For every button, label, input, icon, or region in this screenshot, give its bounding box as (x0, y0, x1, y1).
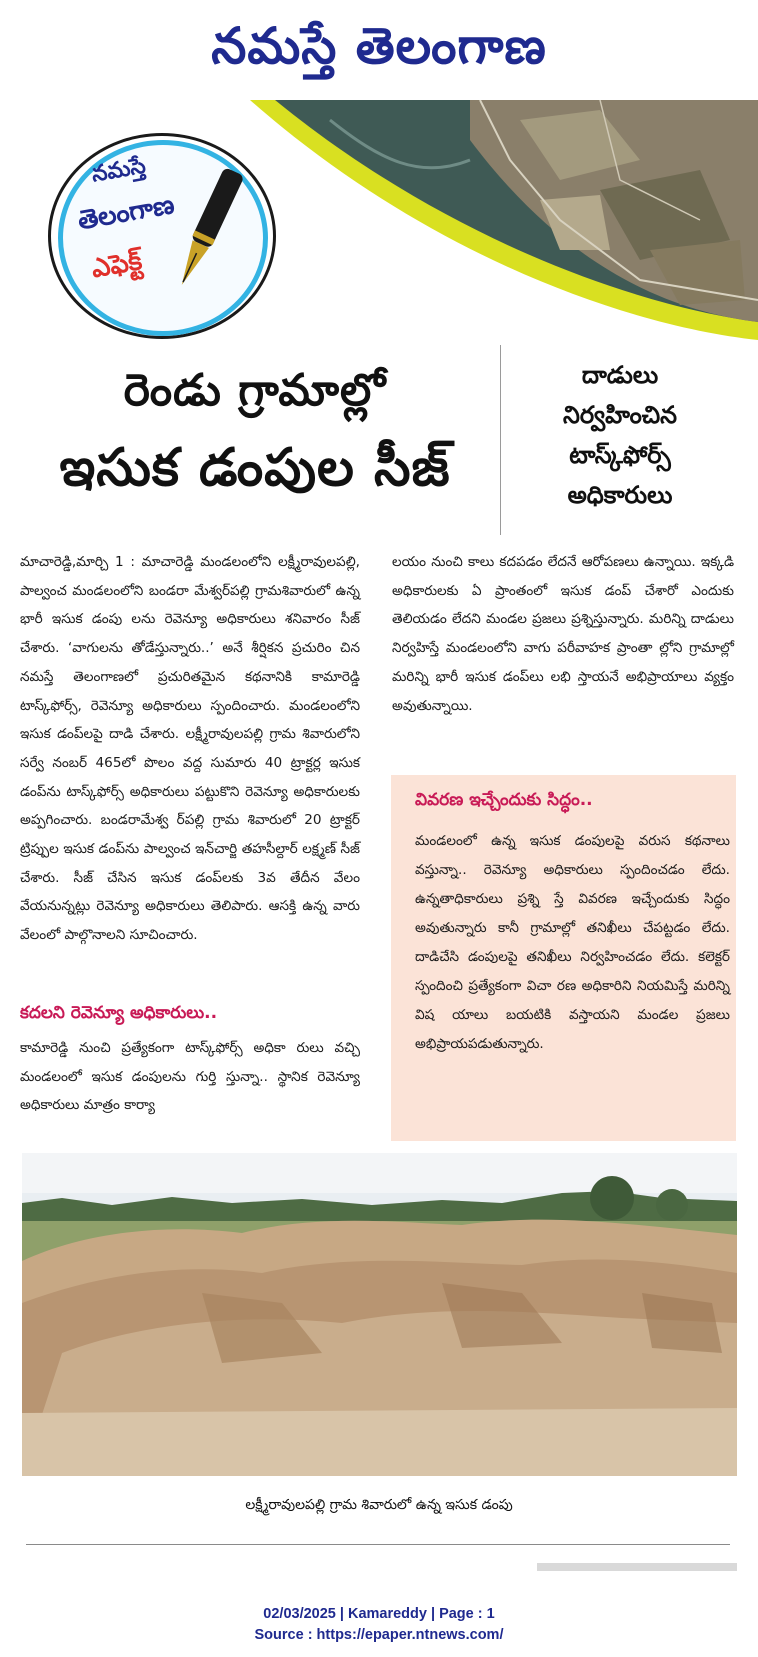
side-heading-line: నిర్వహించిన (563, 401, 677, 429)
logo-text-namaste: నమస్తే (89, 153, 148, 188)
fountain-pen-icon (160, 165, 250, 309)
subheading: కదలని రెవెన్యూ అధికారులు.. (20, 1003, 218, 1023)
photo-caption: లక్ష్మీరావులపల్లి గ్రామ శివారులో ఉన్న ఇసుక డంపు (245, 1497, 513, 1513)
footer-grey-bar (537, 1563, 737, 1571)
article-body-left: మాచారెడ్డి,మార్చి 1 : మాచారెడ్డి మండలంలోని లక్ష్మీరావులపల్లి, పాల్వంచ మండలంలోని బండరా మేశ్వర్‌పల్లి గ్రామశివారులో ఉన్న భారీ ఇసుక డంపు లను రెవెన్యూ అధికారులు శనివారం సీజ్‌ చేశారు. ‘వాగులను తోడేస్తున్నారు..’ అనే శీర్షికన ప్రచురిం చిన నమస్తే తెలంగాణలో ప్రచురితమైన కథనానికి కామారెడ్డి టాస్క్‌ఫోర్స్‌, రెవెన్యూ అధికారులు స్పందించారు. మండలంలోని ఇసుక డంప్‌లపై దాడి చేశారు. లక్ష్మీరావులపల్లి గ్రామ శివారులోని సర్వే నంబర్‌ 465లో పొలం వద్ద సుమారు 40 ట్రాక్టర్ల ఇసుక డంప్‌ను టాస్క్‌ఫోర్స్‌ అధికారులు పట్టుకొని రెవెన్యూ అధికారులకు అప్పగించారు. బండరామేశ్వ ర్‌పల్లి గ్రామ శివారులో 20 ట్రాక్టర్‌ ట్రిప్పుల ఇసుక డంప్‌ను పాల్వంచ ఇన్‌చార్జి తహసీల్దార్‌ లక్ష్మణ్‌ సీజ్‌ చేశారు. సీజ్‌ చేసిన ఇసుక డంప్‌లకు 3వ తేదీన వేలం వేయనున్నట్లు రెవెన్యూ అధికారులు తెలిపారు. ఆసక్తి ఉన్న వారు వేలంలో పాల్గొనాలని సూచించారు. (20, 554, 360, 944)
masthead-title: నమస్తే తెలంగాణ (211, 17, 547, 75)
headline-divider (500, 345, 501, 535)
side-heading-line: అధికారులు (567, 481, 673, 509)
article-body-left-2: కామారెడ్డి నుంచి ప్రత్యేకంగా టాస్క్‌ఫోర్స్‌ అధికా రులు వచ్చి మండలంలో ఇసుక డంపులను గుర్తి స్తున్నా.. స్థానిక రెవెన్యూ అధికారులు మాత్రం కార్యా (20, 1040, 360, 1114)
sand-dump-photo (22, 1153, 737, 1476)
headline-line-1: రెండు గ్రామాల్లో (123, 365, 387, 416)
side-heading (520, 355, 720, 515)
headline (20, 355, 490, 509)
logo-text-effect: ఎఫెక్ట్ (89, 245, 145, 285)
headline-line-2: ఇసుక డంపుల సీజ్ (59, 438, 451, 498)
sidebar-box-body: మండలంలో ఉన్న ఇసుక డంపులపై వరుస కథనాలు వస్తున్నా.. రెవెన్యూ అధికారులు స్పందించడం లేదు. ఉన్నతాధికారులు ప్రశ్ని స్తే వివరణ ఇచ్చేందుకు సిద్ధం అవుతున్నారు కానీ గ్రామాల్లో తనిఖీలు చేపట్టడం లేదు. దాడిచేసి డంపులపై తనిఖీలు నిర్వహించడం లేదు. కలెక్టర్‌ స్పందించి ప్రత్యేకంగా విచా రణ అధికారిని నియమిస్తే మరిన్ని విష యాలు బయటికి వస్తాయని మండల ప్రజలు అభిప్రాయపడుతున్నారు. (415, 833, 730, 1052)
side-heading-line: దాడులు (581, 361, 659, 389)
footer-date-edition: 02/03/2025 | Kamareddy | Page : 1 (263, 1606, 495, 1622)
footer-source: Source : https://epaper.ntnews.com/ (254, 1627, 504, 1643)
article-body-right: లయం నుంచి కాలు కదపడం లేదనే ఆరోపణలు ఉన్నాయి. ఇక్కడి అధికారులకు ఏ ప్రాంతంలో ఇసుక డంప్‌ చేశారో ఎందుకు తెలియడం లేదని మండల ప్రజలు ప్రశ్నిస్తున్నారు. మరిన్ని దాడులు నిర్వహిస్తే మండలంలోని వాగు పరీవాహక ప్రాంతా ల్లోని గ్రామాల్లో మరిన్ని భారీ ఇసుక డంప్‌లు లభి స్తాయనే అభిప్రాయాలు వ్యక్తం అవుతున్నాయి. (392, 554, 734, 714)
sidebar-box-title: వివరణ ఇచ్చేందుకు సిద్ధం.. (415, 790, 593, 810)
side-heading-line: టాస్క్‌ఫోర్స్‌ (569, 441, 671, 469)
logo-text-telangana: తెలంగాణ (75, 189, 177, 237)
footer-rule (26, 1544, 730, 1545)
